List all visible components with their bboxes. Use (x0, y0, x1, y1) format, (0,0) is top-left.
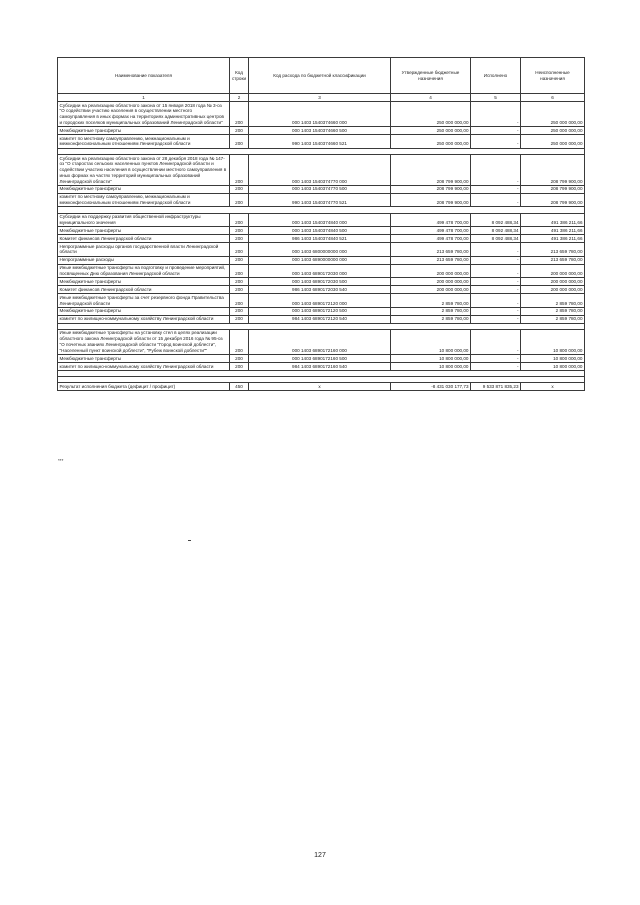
result-line-code: 450 (230, 383, 249, 391)
row-line-code: 200 (230, 362, 249, 370)
row-remaining: 2 859 780,00 (521, 315, 585, 323)
row-indicator-name: Субсидии на поддержку развития общественной инфраструктуры муниципального значения (58, 213, 230, 227)
row-kbk: 000 1403 1540374840 500 (249, 227, 391, 235)
row-kbk: 984 1403 6890172160 540 (249, 362, 391, 370)
row-kbk: 000 1403 6890172030 500 (249, 278, 391, 286)
row-line-code: 200 (230, 315, 249, 323)
row-kbk: 000 1403 6890172160 500 (249, 355, 391, 363)
row-approved: 208 799 900,00 (391, 185, 471, 193)
table-row (58, 135, 585, 149)
row-indicator-name: Комитет финансов Ленинградской области (58, 286, 230, 294)
row-kbk: 000 1403 6890172030 000 (249, 264, 391, 278)
row-executed: - (471, 155, 521, 186)
row-line-code: 200 (230, 227, 249, 235)
table-row (58, 315, 585, 323)
table-row (58, 294, 585, 308)
row-remaining: 10 800 000,00 (521, 362, 585, 370)
result-kbk: x (249, 383, 391, 391)
budget-execution-table (57, 57, 585, 391)
table-body (58, 102, 585, 377)
row-approved: 499 478 700,00 (391, 235, 471, 243)
row-kbk: 990 1403 1540374770 521 (249, 193, 391, 207)
row-remaining: 250 000 000,00 (521, 102, 585, 127)
row-kbk: 000 1403 6890172120 500 (249, 307, 391, 315)
row-approved: 2 859 780,00 (391, 307, 471, 315)
row-remaining: 491 386 211,66 (521, 213, 585, 227)
header-indicator-name: Наименование показателя (58, 58, 230, 94)
row-approved: 10 800 000,00 (391, 329, 471, 354)
column-number: 2 (230, 94, 249, 102)
result-executed: 9 533 871 835,23 (471, 383, 521, 391)
row-remaining: 2 859 780,00 (521, 307, 585, 315)
table-row (58, 235, 585, 243)
row-executed: 8 092 488,34 (471, 227, 521, 235)
row-executed: - (471, 264, 521, 278)
footnote-mark: *** (58, 458, 64, 463)
row-executed: - (471, 135, 521, 149)
row-line-code: 200 (230, 256, 249, 264)
row-approved: 250 000 000,00 (391, 102, 471, 127)
table-row (58, 278, 585, 286)
table-row (58, 286, 585, 294)
row-executed: - (471, 185, 521, 193)
result-remaining: x (521, 383, 585, 391)
table-row (58, 185, 585, 193)
row-approved: 499 478 700,00 (391, 213, 471, 227)
row-kbk: 000 1403 1540374660 500 (249, 127, 391, 135)
row-executed: - (471, 256, 521, 264)
row-kbk: 000 1403 1540374770 500 (249, 185, 391, 193)
row-kbk: 986 1403 1540374840 521 (249, 235, 391, 243)
row-kbk: 000 1403 1540374770 000 (249, 155, 391, 186)
row-remaining: 10 800 000,00 (521, 355, 585, 363)
row-kbk: 000 1403 1540374660 000 (249, 102, 391, 127)
row-executed: - (471, 307, 521, 315)
row-line-code: 200 (230, 329, 249, 354)
row-executed: - (471, 355, 521, 363)
row-line-code: 200 (230, 193, 249, 207)
row-kbk: 984 1403 6890172120 540 (249, 315, 391, 323)
row-kbk: 990 1403 1540374660 521 (249, 135, 391, 149)
row-kbk: 986 1403 6890172030 540 (249, 286, 391, 294)
row-approved: 250 000 000,00 (391, 135, 471, 149)
result-name: Результат исполнения бюджета (дефицит / профицит) (58, 383, 230, 391)
row-remaining: 208 799 900,00 (521, 193, 585, 207)
row-executed: - (471, 329, 521, 354)
row-line-code: 200 (230, 286, 249, 294)
column-number-row (58, 94, 585, 102)
row-line-code: 200 (230, 278, 249, 286)
row-indicator-name: Межбюджетные трансферты (58, 307, 230, 315)
row-indicator-name: Непрограммные расходы (58, 256, 230, 264)
table-row (58, 329, 585, 354)
row-indicator-name: Иные межбюджетные трансферты на установку стел в целях реализации областного закона Ленинградской области от 15 декабря 2016 года № 95-оз "О почетных званиях Ленинградской области "Город воинской доблести", "Населенный пункт воинской доблести", "Рубеж воинской доблести"" (58, 329, 230, 354)
row-approved: 2 859 780,00 (391, 315, 471, 323)
row-approved: 499 478 700,00 (391, 227, 471, 235)
table-row (58, 213, 585, 227)
row-line-code: 200 (230, 355, 249, 363)
header-approved-appropriations: Утвержденные бюджетные назначения (391, 58, 471, 94)
row-executed: - (471, 127, 521, 135)
row-approved: 10 800 000,00 (391, 355, 471, 363)
row-remaining: 491 386 211,66 (521, 235, 585, 243)
row-approved: 208 799 900,00 (391, 155, 471, 186)
budget-result-row (58, 383, 585, 391)
column-number: 3 (249, 94, 391, 102)
row-approved: 10 800 000,00 (391, 362, 471, 370)
row-remaining: 200 000 000,00 (521, 286, 585, 294)
table-row (58, 264, 585, 278)
row-executed: - (471, 102, 521, 127)
page-number: 127 (314, 852, 326, 859)
row-line-code: 200 (230, 127, 249, 135)
header-line-code: Код строки (230, 58, 249, 94)
column-number: 1 (58, 94, 230, 102)
row-kbk: 000 1403 6800000000 000 (249, 243, 391, 257)
row-approved: 208 799 900,00 (391, 193, 471, 207)
row-line-code: 200 (230, 264, 249, 278)
row-remaining: 491 386 211,66 (521, 227, 585, 235)
row-indicator-name: комитет по местному самоуправлению, межнациональным и межконфессиональным отношениям Ленинградской области (58, 135, 230, 149)
scan-artifact (188, 540, 191, 541)
table-row (58, 227, 585, 235)
row-executed: - (471, 362, 521, 370)
row-line-code: 200 (230, 135, 249, 149)
row-indicator-name: Межбюджетные трансферты (58, 278, 230, 286)
row-kbk: 000 1403 1540374840 000 (249, 213, 391, 227)
column-number: 5 (471, 94, 521, 102)
row-line-code: 200 (230, 235, 249, 243)
row-line-code: 200 (230, 243, 249, 257)
row-indicator-name: Межбюджетные трансферты (58, 127, 230, 135)
row-kbk: 000 1403 6890172120 000 (249, 294, 391, 308)
row-remaining: 200 000 000,00 (521, 278, 585, 286)
row-line-code: 200 (230, 155, 249, 186)
result-section (58, 377, 585, 391)
table-row (58, 193, 585, 207)
row-remaining: 213 659 780,00 (521, 243, 585, 257)
row-approved: 200 000 000,00 (391, 264, 471, 278)
row-executed: 8 092 488,34 (471, 235, 521, 243)
row-approved: 250 000 000,00 (391, 127, 471, 135)
row-approved: 200 000 000,00 (391, 286, 471, 294)
header-executed: Исполнено (471, 58, 521, 94)
row-remaining: 213 659 780,00 (521, 256, 585, 264)
row-kbk: 000 1403 6890000000 000 (249, 256, 391, 264)
column-number: 6 (521, 94, 585, 102)
row-indicator-name: Межбюджетные трансферты (58, 355, 230, 363)
row-remaining: 250 000 000,00 (521, 135, 585, 149)
header-budget-classification-code: Код расхода по бюджетной классификации (249, 58, 391, 94)
row-line-code: 200 (230, 185, 249, 193)
row-approved: 2 859 780,00 (391, 294, 471, 308)
table-row (58, 362, 585, 370)
row-line-code: 200 (230, 213, 249, 227)
row-indicator-name: Иные межбюджетные трансферты за счет резервного фонда Правительства Ленинградской области (58, 294, 230, 308)
row-approved: 213 659 780,00 (391, 243, 471, 257)
row-remaining: 2 859 780,00 (521, 294, 585, 308)
column-number: 4 (391, 94, 471, 102)
row-executed: - (471, 294, 521, 308)
row-executed: 8 092 488,34 (471, 213, 521, 227)
header-unexecuted-appropriations: Неисполненные назначения (521, 58, 585, 94)
row-indicator-name: Непрограммные расходы органов государственной власти Ленинградской области (58, 243, 230, 257)
row-remaining: 200 000 000,00 (521, 264, 585, 278)
row-kbk: 000 1403 6890172160 000 (249, 329, 391, 354)
row-remaining: 208 799 900,00 (521, 155, 585, 186)
table-row (58, 355, 585, 363)
row-approved: 213 659 780,00 (391, 256, 471, 264)
result-approved: -8 431 030 177,73 (391, 383, 471, 391)
row-approved: 200 000 000,00 (391, 278, 471, 286)
table-row (58, 243, 585, 257)
row-executed: - (471, 243, 521, 257)
row-remaining: 10 800 000,00 (521, 329, 585, 354)
table-header-row (58, 58, 585, 94)
row-indicator-name: Межбюджетные трансферты (58, 227, 230, 235)
table-row (58, 256, 585, 264)
row-line-code: 200 (230, 307, 249, 315)
row-indicator-name: Межбюджетные трансферты (58, 185, 230, 193)
row-line-code: 200 (230, 294, 249, 308)
row-indicator-name: Субсидии на реализацию областного закона от 15 января 2018 года № 3-оз "О содействии участию населения в осуществлении местного самоуправления в иных формах на территориях административных центров и городских поселков муниципальных образований Ленинградской области" (58, 102, 230, 127)
row-indicator-name: комитет по жилищно-коммунальному хозяйству Ленинградской области (58, 315, 230, 323)
row-indicator-name: Комитет финансов Ленинградской области (58, 235, 230, 243)
row-line-code: 200 (230, 102, 249, 127)
row-remaining: 208 799 900,00 (521, 185, 585, 193)
row-executed: - (471, 193, 521, 207)
row-indicator-name: Субсидии на реализацию областного закона от 28 декабря 2018 года № 147-оз "О старостах сельских населенных пунктов Ленинградской области и содействии участию населения в осуществлении местного самоуправления в иных формах на частях территорий муниципальных образований Ленинградской области" (58, 155, 230, 186)
table-row (58, 307, 585, 315)
table-row (58, 155, 585, 186)
row-indicator-name: комитет по местному самоуправлению, межнациональным и межконфессиональным отношениям Ленинградской области (58, 193, 230, 207)
row-indicator-name: комитет по жилищно-коммунальному хозяйству Ленинградской области (58, 362, 230, 370)
row-executed: - (471, 315, 521, 323)
row-executed: - (471, 278, 521, 286)
row-indicator-name: Иные межбюджетные трансферты на подготовку и проведение мероприятий, посвященных Дню образования Ленинградской области (58, 264, 230, 278)
row-remaining: 250 000 000,00 (521, 127, 585, 135)
table-row (58, 127, 585, 135)
table-row (58, 102, 585, 127)
row-executed: - (471, 286, 521, 294)
